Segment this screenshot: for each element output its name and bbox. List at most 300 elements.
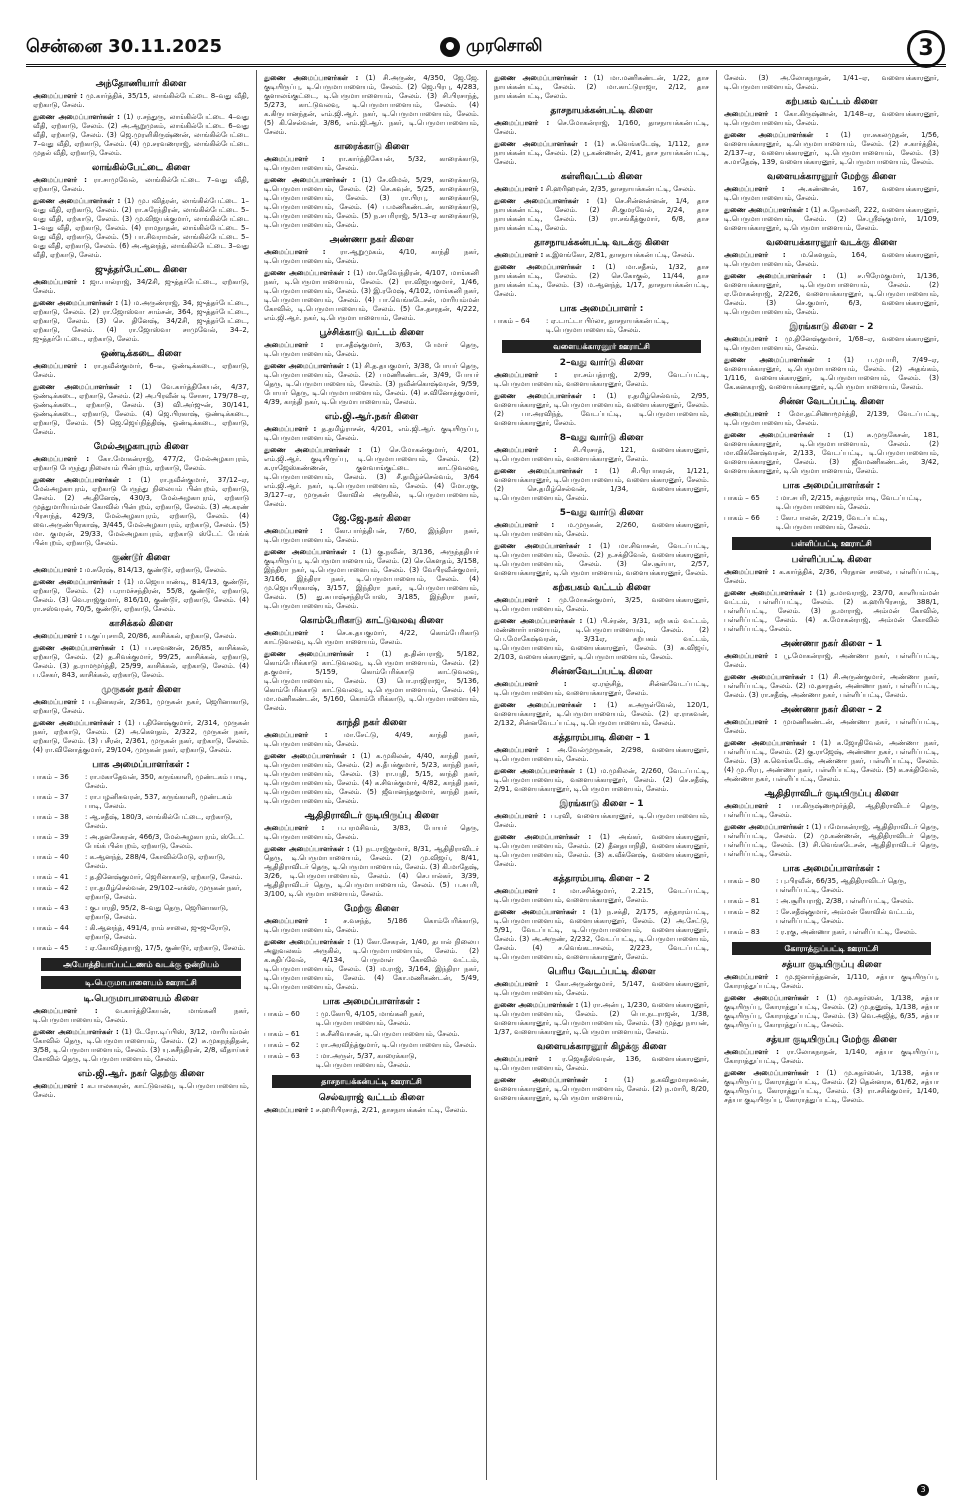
booth-entry <box>33 813 249 831</box>
booth-number: பாகம் – 45 <box>33 944 69 952</box>
booth-organizer: : த.தினேஷ்குமார், ஜெரினாகாடு, ஏற்காடு, சேலம். <box>85 873 243 881</box>
entry-label: துணை அமைப்பாளர்கள் : <box>264 269 351 277</box>
booth-entry <box>494 317 709 335</box>
entry-text: (1) மு.சுதர்ஸன், 1/138, சத்யா குடியிருப்பு, கோராத்துப்பட்டி, சேலம். (2) மு.தனுஷ், 1/138, சத்யா குடியிருப்பு, கோராத்துப்பட்டி, சேலம். (3) வெ.அஜித், 6/35, சத்யா குடியிருப்பு, கோராத்துப்பட்டி, சேலம். <box>724 994 939 1029</box>
entry-text: மு.ஜனார்த்தனன், 1/110, சத்யா குடியிருப்பு, கோராத்துப்பட்டி, சேலம். <box>724 973 940 990</box>
entry-label: அமைப்பாளர் : <box>494 251 544 259</box>
entry-paragraph <box>494 263 709 299</box>
entry-label: துணை அமைப்பாளர்கள் : <box>33 476 132 484</box>
branch-heading: 5–வது வார்டு கிளை <box>559 508 644 518</box>
booth-entry <box>724 877 939 895</box>
entry-paragraph <box>264 731 479 749</box>
entry-paragraph <box>264 650 479 713</box>
entry-text: (1) ரா.சுகலமுதன், 1/56, வளையக்காரனூர், டி.பெருமாபாளையம், சேலம். (2) ச.கார்த்திக், 2/137–ஏ, வளையக்காரனூர், டி.பெருமாபாளையம், சேலம். (3) சு.மாதேஷ், 139, வளையக்காரனூர், டி.பெருமாபாளையம், சேலம். <box>724 131 940 166</box>
branch-heading: தாசநாயக்கன்பட்டி வடக்கு கிளை <box>534 238 669 248</box>
entry-paragraph <box>264 341 479 359</box>
booth-number: பாகம் – 39 <box>33 833 69 841</box>
booth-number: பாகம் – 44 <box>33 924 69 932</box>
booth-organizer: : சே.சதீஷ்குமார், அம்மன் கோவில் வட்டம், பள்ளிப்பட்டி, சேலம். <box>776 908 915 925</box>
entry-label: அமைப்பாளர் : <box>724 802 782 810</box>
booth-organizer: : ர.ரகு, அண்ணா நகர், பள்ளிப்பட்டி, சேலம். <box>776 928 918 936</box>
branch-heading: கற்கபகம் வட்டம் கிளை <box>552 583 651 593</box>
booth-number: பாகம் – 42 <box>33 884 69 892</box>
entry-text: (1) சி.அருண்குமார், அண்ணா நகர், பள்ளிப்பட்டி, சேலம். (2) ம.தசரதன், அண்ணா நகர், பள்ளிப்பட்டி, சேலம். (3) ரா.சதீஷ், அண்ணா நகர், பள்ளிப்பட்டி, சேலம். <box>724 673 939 699</box>
entry-text: ப.தினகரன், 2/361, முருகன் நகர், ஜெரினாகாடு, ஏற்காடு, சேலம். <box>33 698 249 715</box>
booth-organizer: : சு.சீனிவாசன், டி.பெருமாபாளையம், சேலம். <box>316 1030 460 1038</box>
entry-text: ப.பரமசிவம், 3/83, போயர் தெரு, டி.பெருமாபாளையம், சேலம். <box>264 824 479 841</box>
branch-heading: எம்.ஜி.ஆர்.நகர் கிளை <box>324 412 419 422</box>
entry-paragraph <box>33 1082 249 1100</box>
branch-heading: காசிக்கல் கிளை <box>109 619 173 629</box>
entry-label: துணை அமைப்பாளர்கள் : <box>264 650 369 658</box>
booth-organizer: : அ.தனசேகரன், 466/3, மேல்அழகாபுரம், ஸ்டேட் பேங்க் பின்புறம், ஏற்காடு, சேலம். <box>85 833 245 850</box>
entry-text: (1) ர.தமிழ்செல்வம், 2/95, வளையக்காரனூர், டி.பெருமாபாளையம், வளையக்காரனூர், சேலம். (2) பா.அரவிந்த், வேடப்பட்டி, டி.பெருமாபாளையம், வளையக்காரனூர், சேலம். <box>494 392 709 427</box>
booth-organizer: : பு.பிரவீன், 66/35, ஆதிதிராவிடர் தெரு, பள்ளிப்பட்டி, சேலம். <box>776 877 907 894</box>
entry-text: ஏ.ரஞ்சித், சின்னவேடப்பட்டி, டி.பெருமாபாளையம், வளையக்காரனூர், சேலம். <box>494 680 709 697</box>
entry-text: க.கார்த்திக், 2/36, பிரதான சாலை, பள்ளிப்பட்டி, சேலம். <box>724 568 940 585</box>
entry-text: கோ.அருண்குமார், 5/147, வளையக்காரனூர், டி.பெருமாபாளையம், சேலம். <box>494 980 709 997</box>
entry-label: துணை அமைப்பாளர்கள் : <box>33 299 119 307</box>
entry-paragraph <box>264 824 479 842</box>
entry-label: அமைப்பாளர் : <box>724 652 778 660</box>
branch-heading: அந்தோணியார் கிளை <box>95 79 187 89</box>
entry-paragraph <box>724 652 939 670</box>
section-subheading: பாக அமைப்பாளர்கள் : <box>92 760 190 770</box>
booth-entry <box>724 514 939 532</box>
booth-organizer: : ரா.பழனிசுவரன், 537, கருங்காளி, முண்டகம் பாடி, சேலம். <box>85 793 233 810</box>
section-subheading: பாக அமைப்பாளர்கள் : <box>782 481 881 491</box>
entry-paragraph <box>264 845 479 899</box>
branch-heading: குண்டூர் கிளை <box>111 553 171 563</box>
entry-paragraph <box>33 176 249 194</box>
entry-paragraph <box>494 542 709 578</box>
entry-label: துணை அமைப்பாளர்கள் : <box>494 467 598 475</box>
branch-heading: ஆதிதிராவிடர் குடியிருப்பு கிளை <box>764 789 899 799</box>
entry-label: அமைப்பாளர் : <box>494 446 557 454</box>
entry-label: அமைப்பாளர் : <box>724 251 786 259</box>
section-banner: டி.பெருமாபாளையம் ஊராட்சி <box>41 976 241 989</box>
entry-paragraph <box>494 833 709 869</box>
entry-label: அமைப்பாளர் : <box>494 119 550 127</box>
entry-paragraph <box>33 566 249 575</box>
entry-paragraph <box>724 185 939 203</box>
booth-number: பாகம் – 66 <box>724 514 760 522</box>
entry-text: (1) ர.சந்துரு, லாங்கில்பேட்டை 4–வது வீதி, ஏற்காடு, சேலம். (2) அ.ஆறுமுகம், லாங்கில்பேட்டை 6–வது வீதி, ஏற்காடு, சேலம். (3) ஜெ.முரளிகிருஷ்ணன், லாங்கில்பேட்டை 7–வது வீதி, ஏற்காடு, சேலம். (4) மு.சரவணராஜ், லாங்கில்பேட்டை முதல் வீதி, ஏற்காடு, சேலம். <box>33 113 249 157</box>
entry-text: சேலம். (3) அ.லோகநாதன், 1/41–ஏ, வளையக்காரனூர், டி.பெருமாபாளையம், சேலம். <box>724 74 939 91</box>
booth-entry <box>33 773 249 791</box>
booth-organizer: : ரா.மகாதேவன், 350, கருங்காளி, முண்டகம் பாடி, சேலம். <box>85 773 247 790</box>
entry-text: வ.கார்த்திகேயன், மாங்கனி நகர், டி.பெருமாபாளையம், சேலம். <box>33 1007 249 1024</box>
entry-paragraph <box>494 908 709 962</box>
booth-entry <box>264 1010 479 1028</box>
entry-text: மு.மோகன்குமார், 3/25, வளையக்காரனூர், டி.பெருமாபாளையம், சேலம். <box>494 596 709 613</box>
entry-label: துணை அமைப்பாளர்கள் : <box>494 767 583 775</box>
booth-number: பாகம் – 60 <box>264 1010 300 1018</box>
entry-text: (1) கு.நவீன், 3/136, அருந்ததியர் குடியிருப்பு, டி.பெருமாபாளையம், சேலம். (2) செ.கௌதம், 3/158, இந்திரா நகர், டி.பெருமாபாளையம், சேலம். (3) வேபிரவீன்குமார், 3/166, இந்திரா நகர், டி.பெருமாபாளையம், சேலம். (4) மு.ஜெயபிரகாஷ், 3/157, இந்திரா நகர், டி.பெருமாபாளையம், சேலம். (5) து.சுபாஷ்சந்திரபோஸ், 3/185, இந்திரா நகர், டி.பெருமாபாளையம், சேலம். <box>264 548 480 610</box>
branch-heading: சத்யா குடியிருப்பு கிளை <box>781 960 882 970</box>
booth-organizer: : க.ஆனந்த், 288/4, கோவில்மேடு, ஏற்காடு, சேலம். <box>85 853 226 870</box>
entry-text: ம.சுரேஷ், 814/13, குண்டூர், ஏற்காடு, சேலம். <box>84 566 228 574</box>
branch-heading: தாசநாயக்கன்பட்டி கிளை <box>550 106 653 116</box>
entry-label: அமைப்பாளர் : <box>494 1055 552 1063</box>
entry-paragraph <box>264 1106 479 1115</box>
entry-text: செ.சு.தயகுமார், 4/22, கொம்பேரிகாடு காட்டுவலவு, டி.பெருமாபாளையம், சேலம். <box>264 629 479 646</box>
booth-number: பாகம் – 43 <box>33 904 69 912</box>
entry-paragraph <box>33 362 249 380</box>
entry-label: துணை அமைப்பாளர்கள் : <box>33 1028 119 1036</box>
entry-paragraph <box>33 476 249 548</box>
entry-text: (1) த.கவிதுமாரசுவன், வளையக்காரனூர், டி.பெருமாபாளையம், சேலம். (2) ந.மாரி, 8/20, வளையக்காரனூர், டி.பெருமாபாளையம், <box>494 1076 710 1102</box>
entry-paragraph <box>724 823 939 859</box>
entry-label: அமைப்பாளர் : <box>33 455 90 463</box>
branch-heading: முருகன் நகர் கிளை <box>101 685 181 695</box>
booth-number: பாகம் – 63 <box>264 1052 300 1060</box>
entry-text: ப.ரவி, வளையக்காரனூர், டி.பெருமாபாளையம், சேலம். <box>494 812 709 829</box>
entry-label: துணை அமைப்பாளர்கள் : <box>264 938 351 946</box>
branch-heading: அண்ணா நகர் கிளை – 1 <box>780 639 883 649</box>
entry-paragraph <box>724 110 939 128</box>
entry-paragraph <box>494 521 709 539</box>
entry-text: ரா.லோகநாதன், 1/140, சத்யா குடியிருப்பு, கோராத்துப்பட்டி, சேலம். <box>724 1048 939 1065</box>
entry-label: அமைப்பாளர் : <box>33 176 87 184</box>
entry-text: (1) ம.ஜெயபாண்டி, 814/13, குண்டூர், ஏற்காடு, சேலம். (2) ப.ராமச்சந்திரன், 55/8, குண்டூர், ஏற்காடு, சேலம். (3) வெ.ராஜ்குமார், 816/10, குண்டூர், ஏற்காடு, சேலம். (4) ரா.சஸ்வரன், 70/5, குண்டூர், ஏற்காடு, சேலம். <box>33 578 250 613</box>
entry-text: க.பாலசுகரன், காட்டுவலவு, டி.பெருமாபாளையம், சேலம். <box>33 1082 249 1099</box>
booth-entry <box>33 884 249 902</box>
branch-heading: சின்னவேடப்பட்டி கிளை <box>550 667 653 677</box>
entry-text: (1) வே.கார்த்திகேயன், 4/37, ஒண்டிக்கடை, ஏற்காடு, சேலம். (2) அ.பிரவீன் டி சோசா, 179/78–ஏ, ஒண்டிக்கடை, ஏற்காடு, சேலம். (3) வி.அர்ஜுன், 30/141, ஒண்டிக்கடை, ஏற்காடு, சேலம். (4) ஜெ.பிரகாஷ், ஒண்டிக்கடை, ஏற்காடு, சேலம். (5) ஜெ.ஜெய்நித்திஷ், ஒண்டிக்கடை, ஏற்காடு, சேலம். <box>33 383 250 436</box>
entry-paragraph <box>724 356 939 392</box>
booth-number: பாகம் – 81 <box>724 897 760 905</box>
entry-paragraph <box>494 185 709 194</box>
entry-label: அமைப்பாளர் : <box>494 521 555 529</box>
entry-label: துணை அமைப்பாளர்கள் : <box>494 1001 579 1009</box>
entry-paragraph <box>264 362 479 407</box>
branch-heading: ஆதிதிராவிடர் குடியிருப்பு கிளை <box>304 811 439 821</box>
entry-paragraph <box>494 767 709 794</box>
branch-heading: 8–வது வார்டு கிளை <box>559 433 644 443</box>
entry-paragraph <box>724 718 939 736</box>
entry-label: துணை அமைப்பாளர்கள் : <box>264 176 356 184</box>
entry-text: கோ.மோகன்ராஜ், 477/2, மேல்அழகாபுரம், ஏற்காடு பேருந்து நிலையம் பின்புறம், ஏற்காடு, சேலம். <box>33 455 249 472</box>
branch-heading: மேற்கு கிளை <box>344 904 399 914</box>
entry-text: ம.முருகன், 2/260, வளையக்காரனூர், டி.பெருமாபாளையம், சேலம். <box>494 521 709 538</box>
branch-heading: இரங்காடு கிளை – 1 <box>559 799 644 809</box>
column-1 <box>26 70 256 1480</box>
entry-label: அமைப்பாளர் : <box>264 917 328 925</box>
booth-number: பாகம் – 82 <box>724 908 760 916</box>
booth-number: பாகம் – 83 <box>724 928 760 936</box>
entry-text: (1) ந.சக்தி, 2/175, சுந்தாரம்பட்டி, டி.பெருமாபாளையம், வளையக்காரனூர், சேலம். (2) அ.சேட்டு, 5/91, வேடப்பட்டி, டி.பெருமாபாளையம், வளையக்காரனூர், சேலம். (3) அ.அருண், 2/232, வேடப்பட்டி, டி.பெருமாபாளையம், சேலம். (4) ச.வெங்கடாசலம், 2/223, வேடப்பட்டி, டி.பெருமாபாளையம், வளையக்காரனூர், சேலம். <box>494 908 710 961</box>
entry-text: (1) சி.த.தயகுமார், 3/38, போயர் தெரு, டி.பெருமாபாளையம், சேலம். (2) பமணிகண்டன், 3/49, போயர் தெரு, டி.பெருமாபாளையம், சேலம். (3) நவீன்கொஷ்வரன், 9/59, போயர் தெரு, டி.பெருமாபாளையம், சேலம். (4) ச.வினோத்குமார், 4/39, காந்தி நகர், டி.பெருமாபாளையம், சேலம். <box>264 362 479 406</box>
branch-heading: இரங்காடு கிளை – 2 <box>789 322 874 332</box>
masthead-rule <box>26 64 946 67</box>
entry-label: துணை அமைப்பாளர்கள் : <box>724 272 826 280</box>
entry-paragraph <box>33 578 249 614</box>
entry-paragraph <box>494 446 709 464</box>
entry-text: மா.சேட்டு, 4/49, காந்தி நகர், டி.பெருமாபாளையம், சேலம். <box>264 731 479 748</box>
entry-paragraph <box>724 568 939 586</box>
entry-paragraph <box>724 1069 939 1105</box>
entry-label: அமைப்பாளர் : <box>724 1048 779 1056</box>
entry-paragraph <box>724 272 939 317</box>
branch-heading: செல்வராஜ் வட்டம் கிளை <box>318 1093 425 1103</box>
entry-text: முமணிகண்டன், அண்ணா நகர், பள்ளிப்பட்டி, சேலம். <box>724 718 939 735</box>
entry-text: (1) சே.விமல், 5/29, காரைக்காடு, டி.பெருமாபாளையம், சேலம். (2) செ.கவுன், 5/25, காரைக்காடு, டி.பெருமாபாளையம், சேலம். (3) ரா.பிரபு, காரைக்காடு, டி.பெருமாபாளையம், சேலம். (4) ப.மணிகண்டன், காரைக்காடு, டி.பெருமாபாளையம், சேலம். (5) ந.சபரிராஜ், 5/13–ஏ காரைக்காடு, டி.பெருமாபாளையம், சேலம். <box>264 176 480 229</box>
entry-text: ஜா.பால்ராஜ், 34/2சி, ஜுத்தர்பேட்டை, ஏற்காடு, சேலம். <box>33 278 249 295</box>
entry-label: துணை அமைப்பாளர்கள் : <box>724 994 819 1002</box>
entry-paragraph <box>724 206 939 233</box>
entry-label: துணை அமைப்பாளர்கள் : <box>33 113 120 121</box>
entry-text: (1) சு.முருகேசன், 181, வளையக்காரனூர், டி.பெருமாபாளையம், சேலம். (2) மா.விக்னேஷ்வரன், 2/133, வேடப்பட்டி, டி.பெருமாபாளையம், வளையக்காரனூர், சேலம். (3) ஜீவமணிகண்டன், 3/42, வளையக்காரனூர், டி.பெருமாபாளையம், சேலம். <box>724 431 939 475</box>
entry-text: (1) ச.பிரேமகுமார், 1/136, வளையக்காரனூர், டி.பெருமாபாளையம், சேலம். (2) ஏ.மோகன்ராஜ், 2/226, வளையக்காரனூர், டி.பெருமாபாளையம், சேலம். (3) செ.குமார், 6/3, வளையக்காரனூர், டி.பெருமாபாளையம், சேலம். <box>724 272 939 316</box>
booth-organizer: : கோ.பாலன், 2/219, வேடப்பட்டி, டி.பெருமாபாளையம், சேலம். <box>776 514 888 531</box>
entry-paragraph <box>724 673 939 700</box>
entry-label: அமைப்பாளர் : <box>494 812 546 820</box>
entry-label: அமைப்பாளர் : <box>264 527 323 535</box>
booth-number: பாகம் – 65 <box>724 494 760 502</box>
entry-label: துணை அமைப்பாளர்கள் : <box>264 845 350 853</box>
branch-heading: ஜுத்தர்பேட்டை கிளை <box>95 265 187 275</box>
entry-text: செ.மோகன்ராஜ், 1/160, தாசநாயக்கன்பட்டி, சேலம். <box>494 119 710 136</box>
section-subheading: பாக அமைப்பாளர்கள் : <box>782 864 881 874</box>
entry-text: த.தமிழ்ராசன், 4/201, எம்.ஜி.ஆர். குடியிருப்பு, டி.பெருமாபாளையம், சேலம். <box>264 425 479 442</box>
entry-text: சி.பிரசாத், 121, வளையக்காரனூர், டி.பெருமாபாளையம், வளையக்காரனூர், சேலம். <box>494 446 709 463</box>
column-3 <box>486 70 716 1480</box>
booth-number: பாகம் – 62 <box>264 1041 300 1049</box>
entry-text: (1) த.மாவராஜ், 23/70, காளியம்மன் வட்டம், பள்ளிப்பட்டி, சேலம். (2) க.ஹரிபிரசாத், 388/1, பள்ளிப்பட்டி, சேலம். (3) த.மாராஜ், அம்மன் கோவில், பள்ளிப்பட்டி, சேலம். (4) க.மோகன்ராஜ், அம்மன் கோவில் பள்ளிப்பட்டி, சேலம். <box>724 589 939 633</box>
branch-heading: வளையக்காரனூர் கிழக்கு கிளை <box>536 1042 667 1052</box>
entry-label: அமைப்பாளர் : <box>494 371 558 379</box>
branch-heading: சத்யா குடியிருப்பு மேற்கு கிளை <box>766 1035 897 1045</box>
branch-heading: அண்ணா நகர் கிளை – 2 <box>780 705 883 715</box>
entry-paragraph <box>494 887 709 905</box>
entry-text: (1) சு.வெங்கடேஷ், 1/112, தாச நாயக்கன்பட்டி, சேலம். (2) பூ.கண்ணன், 2/41, தாச நாயக்கன்பட்டி, சேலம். <box>494 140 709 166</box>
entry-label: துணை அமைப்பாளர்கள் : <box>724 206 809 214</box>
booth-organizer: : அ.சூரியராஜ், 2/38, பள்ளிப்பட்டி, சேலம். <box>776 897 914 905</box>
entry-text: ரா.சம்பத்ராஜ், 2/99, வேடப்பட்டி, டி.பெருமாபாளையம், வளையக்காரனூர், சேலம். <box>494 371 709 388</box>
booth-organizer: : கி.ஆனந்த், 491/4, ராம் சாலை, ஜுஜுரோடு, ஏற்காடு, சேலம். <box>85 924 231 941</box>
entry-text: (1) பமோகன்ராஜ், ஆதிதிராவிடர் தெரு, பள்ளிப்பட்டி, சேலம். (2) மு.கண்ணன், ஆதிதிராவிடர் தெரு, பள்ளிப்பட்டி, சேலம். (3) சி.வெங்கடேசன், ஆதிதிராவிடர் தெரு, பள்ளிப்பட்டி, சேலம். <box>724 823 939 858</box>
entry-label: துணை அமைப்பாளர்கள் : <box>264 362 350 370</box>
entry-label: அமைப்பாளர் : <box>33 566 83 574</box>
entry-label: துணை அமைப்பாளர்கள் : <box>494 1076 608 1084</box>
entry-text: (1) மா.சதீசம், 1/32, தாச நாயக்கன்பட்டி, சேலம். (2) செ.கோகுல், 11/44, தாச நாயக்கன்பட்டி, சேலம். (3) ம.ஆனந்த், 1/17, தாசநாயக்கன்பட்டி, சேலம். <box>494 263 709 298</box>
entry-label: அமைப்பாளர் : <box>494 746 550 754</box>
booth-organizer: : ரா.அரவிந்த்குமார், டி.பெருமாபாளையம், சேலம். <box>316 1041 477 1049</box>
entry-label: துணை அமைப்பாளர்கள் : <box>724 739 816 747</box>
entry-paragraph <box>494 251 709 260</box>
entry-paragraph <box>494 1076 709 1103</box>
entry-label: அமைப்பாளர் : <box>264 248 326 256</box>
entry-label: அமைப்பாளர் : <box>264 425 317 433</box>
entry-paragraph <box>264 155 479 173</box>
booth-entry <box>33 853 249 871</box>
entry-label: துணை அமைப்பாளர்கள் : <box>264 548 356 556</box>
entry-label: துணை அமைப்பாளர்கள் : <box>33 719 121 727</box>
entry-paragraph <box>33 1007 249 1025</box>
entry-text: ரா.சதீஷ்குமார், 3/63, பேமார் தெரு, டி.பெருமாபாளையம், சேலம். <box>264 341 479 358</box>
entry-paragraph <box>494 617 709 662</box>
entry-paragraph <box>494 746 709 764</box>
booth-organizer: : கு.பாரதி, 95/2, 8–வது தெரு, ஜெரினாகாடு, ஏற்காடு, சேலம். <box>85 904 229 921</box>
entry-paragraph <box>264 752 479 806</box>
entry-paragraph <box>264 176 479 230</box>
branch-heading: கத்தாரம்பாடி கிளை – 2 <box>553 874 650 884</box>
entry-text: ர.ஜெகதீஸ்வரன், 136, வளையக்காரனூர், டி.பெருமாபாளையம், சேலம். <box>494 1055 710 1072</box>
entry-paragraph <box>494 980 709 998</box>
entry-label: அமைப்பாளர் : <box>494 185 544 193</box>
entry-label: துணை அமைப்பாளர்கள் : <box>494 263 595 271</box>
page-number-badge: 3 <box>907 30 945 68</box>
entry-label: துணை அமைப்பாளர்கள் : <box>494 140 588 148</box>
booth-entry <box>724 908 939 926</box>
section-banner: அயோத்தியாப்பட்டணம் வடக்கு ஒன்றியம் <box>41 958 241 971</box>
entry-label: அமைப்பாளர் : <box>724 410 781 418</box>
entry-label: அமைப்பாளர் : <box>33 278 85 286</box>
booth-entry <box>724 494 939 512</box>
entry-label: அமைப்பாளர் : <box>33 632 83 640</box>
entry-text: (1) சி.பிரபாகரன், 1/121, வளையக்காரனூர், டி.பெருமாபாளையம், வளையக்காரனூர், சேலம். (2) செ.தமிழ்செல்வன், 1/34, வளையக்காரனூர், டி.பெருமாபாளையம், சேலம். <box>494 467 709 502</box>
entry-text: (1) செ.சின்னன்னன், 1/4, தாச நாயக்கன்பட்டி, சேலம். (2) சி.குமரவேல், 2/24, தாச நாயக்கன்பட்டி, சேலம். (3) ரா.சங்கீத்குமார், 6/8, தாச நாயக்கன்பட்டி, சேலம். <box>494 197 709 232</box>
article-columns <box>26 70 946 1480</box>
entry-text: அ.கண்ணன், 167, வளையக்காரனூர், டி.பெருமாபாளையம், சேலம். <box>724 185 939 202</box>
entry-paragraph <box>724 335 939 353</box>
entry-label: அமைப்பாளர் : <box>33 362 87 370</box>
branch-heading: டி.பெருமாபாளையம் கிளை <box>83 994 199 1004</box>
entry-label: அமைப்பாளர் : <box>33 92 83 100</box>
entry-paragraph <box>494 74 709 101</box>
entry-label: துணை அமைப்பாளர்கள் : <box>494 833 592 841</box>
entry-text: (1) அங்கர், வளையக்காரனூர், டி.பெருமாபாளையம், சேலம். (2) தீனதயாநிதி, வளையக்காரனூர், டி.பெருமாபாளையம், சேலம். (3) க.வீக்னேஷ், வளையக்காரனூர், சேலம். <box>494 833 709 868</box>
entry-text: (1) ம.முகிலன், 2/260, வேடப்பட்டி, டி.பெருமாபாளையம், வளையக்காரனூர், சேலம். (2) செ.சதீஷ், 2/91, வளையக்காரனூர், டி.பெருமாபாளையம், சேலம். <box>494 767 709 793</box>
entry-label: துணை அமைப்பாளர்கள் : <box>494 617 583 625</box>
branch-heading: பள்ளிப்பட்டி கிளை <box>791 555 872 565</box>
entry-text: கோ.கிருஷ்ணன், 1/148–ஏ, வளையக்காரனூர், டி.பெருமாபாளையம், சேலம். <box>724 110 939 127</box>
entry-paragraph <box>724 994 939 1030</box>
booth-entry <box>33 873 249 882</box>
branch-heading: கத்தாரம்பாடி கிளை – 1 <box>553 733 650 743</box>
booth-number: பாகம் – 37 <box>33 793 69 801</box>
entry-text: (1) மா.சிவாசன், வேடப்பட்டி, டி.பெருமாபாளையம், சேலம். (2) ந.சக்திவேல், வளையக்காரனூர், டி.பெருமாபாளையம், சேலம். (3) செ.சூர்யா, 2/57, வளையக்காரனூர், டி.பெருமாபாளையம், வளையக்காரனூர், சேலம். <box>494 542 709 577</box>
entry-label: அமைப்பாளர் : <box>264 731 328 739</box>
booth-organizer: : மா.சபரி, 2/215, சுத்தாரம்பாடி, வேடப்பட்டி, டி.பெருமாபாளையம், சேலம். <box>776 494 922 511</box>
entry-label: துணை அமைப்பாளர்கள் : <box>724 356 831 364</box>
masthead <box>0 0 972 61</box>
entry-paragraph <box>724 251 939 269</box>
booth-entry <box>724 928 939 937</box>
entry-paragraph <box>264 527 479 545</box>
entry-text: (1) ப.முபாரி, 7/49–ஏ, வளையக்காரனூர், டி.பெருமாபாளையம், சேலம். (2) அதங்கம், 1/116, வளையக்காரனூர், டி.பெருமாபாளையம், சேலம். (3) கே.கனகராஜ், வளையக்காரனூர், டி.பெருமாபாளையம், சேலம். <box>724 356 939 391</box>
entry-text: (1) சு.நேசமணி, 222, வளையக்காரனூர், டி.பெருமாபாளையம், சேலம். (2) செ.ஸ்ரீஷ்குமார், 1/109, வளையக்காரனூர், டி.பெருமாபாளையம், சேலம். <box>724 206 940 232</box>
entry-paragraph <box>33 92 249 110</box>
entry-paragraph <box>33 644 249 680</box>
entry-label: அமைப்பாளர் : <box>264 341 324 349</box>
entry-label: அமைப்பாளர் : <box>33 698 85 706</box>
entry-label: துணை அமைப்பாளர்கள் : <box>494 392 596 400</box>
branch-heading: கொம்பேரிகாடு காட்டுவலவு கிளை <box>299 616 444 626</box>
entry-label: அமைப்பாளர் : <box>724 335 778 343</box>
entry-label: அமைப்பாளர் : <box>264 629 324 637</box>
branch-heading: எம்.ஜி.ஆர். நகர் தெற்கு கிளை <box>77 1069 205 1079</box>
entry-paragraph <box>33 299 249 344</box>
entry-text: (1) பி.ச்ரண், 3/31, கற்பகம் வட்டம், மண்ணார்பாளையம், டி.பெருமாபாளையம், சேலம். (2) பெ.மோகேஷ்வரன், 3/31ஏ, கற்பகம் வட்டம், டி.பெருமாபாளையம், வளையக்காரனூர், சேலம். (3) சு.விஜய், 2/103, வளையக்காரனூர், டி.பெருமாபாளையம், சேலம். <box>494 617 709 661</box>
branch-heading: லாங்கில்பேட்டை கிளை <box>92 163 190 173</box>
entry-text: (1) மா.மணிகண்டன், 1/22, தாச நாயக்கன்பட்டி, சேலம். (2) மா.காட்டுராஜா, 2/12, தாச நாயக்கன்பட்டி, சேலம். <box>494 74 710 100</box>
branch-heading: வளையக்காரனூர் வடக்கு கிளை <box>766 238 897 248</box>
entry-paragraph <box>724 739 939 784</box>
entry-text: (1) கோ.சேகரன், 1/40, தபால் நிலைய அலுவலகம் அருகில், டி.பெருமாபாளையம், சேலம். (2) க.சுதிப்வேல், 4/134, பெருமாள் கோவில் வட்டம், டி.பெருமாபாளையம், சேலம். (3) ம.ராஜ், 3/164, இந்திரா நகர், டி.பெருமாபாளையம், சேலம். (4) கோ.மணிகண்டன், 5/49, டி.பெருமாபாளையம், சேலம். <box>264 938 480 991</box>
entry-paragraph <box>494 812 709 830</box>
entry-paragraph <box>724 74 939 92</box>
booth-number: பாகம் – 40 <box>33 853 69 861</box>
paper-name: முரசொலி <box>466 36 543 56</box>
entry-label: துணை அமைப்பாளர்கள் : <box>33 644 124 652</box>
entry-paragraph <box>33 719 249 755</box>
entry-paragraph <box>33 1028 249 1064</box>
entry-text: (1) ம.அருண்ராஜ், 34, ஜுத்தர்பேட்டை, ஏற்காடு, சேலம். (2) ரா.ஜோஸ்வா சாம்சன், 364, ஜுத்தர்பேட்டை, ஏற்காடு, சேலம். (3) செ. தினேஷ், 34/2சி, ஜுத்தர்பேட்டை, ஏற்காடு, சேலம். (4) ரா.ஜோஸ்வா சாமுவேல், 34–2, ஜுத்தர்பேட்டை, ஏற்காடு, சேலம். <box>33 299 249 343</box>
branch-heading: வளையக்காரனூர் மேற்கு கிளை <box>767 172 896 182</box>
entry-text: ம.கௌதம், 164, வளையக்காரனூர், டி.பெருமாபாளையம், சேலம். <box>724 251 940 268</box>
entry-text: (1) க.அருள்வேல், 120/1, வளையக்காரனூர், டி.பெருமாபாளையம், சேலம். (2) ஏ.ராகவன், 2/132, சின்னவேடப்பட்டி, டி.பெருமாபாளையம், சேலம். <box>494 701 709 727</box>
branch-heading: கற்பகம் வட்டம் கிளை <box>785 97 878 107</box>
entry-paragraph <box>33 632 249 641</box>
entry-label: அமைப்பாளர் : <box>33 1082 84 1090</box>
entry-text: சி.ஹரிஹரன், 2/35, தாசநாயக்கன்பட்டி, சேலம். <box>545 185 696 193</box>
entry-label: துணை அமைப்பாளர்கள் : <box>264 74 359 82</box>
entry-text: ச.வசந்த், 5/186 கொம்பேரிக்காடு, டி.பெருமாபாளையம், சேலம். <box>264 917 479 934</box>
section-banner: கோராத்துப்பட்டி ஊராட்சி <box>732 942 931 955</box>
booth-organizer: : மு.கோபி, 4/105, மாங்கனி நகர், டி.பெருமாபாளையம், சேலம். <box>316 1010 425 1027</box>
entry-paragraph <box>494 680 709 698</box>
entry-label: அமைப்பாளர் : <box>494 980 549 988</box>
entry-paragraph <box>494 467 709 503</box>
entry-text: ரா.ஆறுமுகம், 4/10, காந்தி நகர், டி.பெருமாபாளையம், சேலம். <box>264 248 479 265</box>
booth-entry <box>724 897 939 906</box>
entry-label: துணை அமைப்பாளர்கள் : <box>494 701 597 709</box>
section-subheading: பாக அமைப்பாளர் : <box>559 304 644 314</box>
booth-organizer: : ரா.தமிழ்செல்வன், 29/102–எக்ஸ், முருகன் நகர், ஏற்காடு, சேலம். <box>85 884 242 901</box>
entry-label: துணை அமைப்பாளர்கள் : <box>264 446 362 454</box>
entry-text: ரா.நவீன்குமார், 6–டீ, ஒண்டிக்கடை, ஏற்காடு, சேலம். <box>33 362 250 379</box>
entry-paragraph <box>724 410 939 428</box>
entry-paragraph <box>724 1048 939 1066</box>
entry-paragraph <box>264 629 479 647</box>
section-subheading: பாக அமைப்பாளர்கள் : <box>322 997 421 1007</box>
booth-entry <box>33 833 249 851</box>
entry-paragraph <box>33 197 249 260</box>
entry-label: துணை அமைப்பாளர்கள் : <box>724 589 813 597</box>
branch-heading: 2–வது வார்டு கிளை <box>559 358 644 368</box>
entry-label: அமைப்பாளர் : <box>494 680 567 688</box>
entry-label: அமைப்பாளர் : <box>33 1007 98 1015</box>
entry-text: ரா.கார்த்திகேயன், 5/32, காரைக்காடு, டி.பெருமாபாளையம், சேலம். <box>264 155 479 172</box>
section-banner: தாசநாயக்கன்பட்டி ஊராட்சி <box>272 1075 471 1088</box>
footer-page-number: 3 <box>917 1484 929 1496</box>
entry-text: (1) செ.மோகன்குமார், 4/201, எம்.ஜி.ஆர். குடியிருப்பு, டி.பெருமாபாளையம், சேலம். (2) க.ராஜேஸ்கண்ணன், குளவாங்குட்டை காட்டுவலவு, டி.பெருமாபாளையம், சேலம். (3) சீ.தமிழ்ச்செல்வம், 3/64 எம்.ஜி.ஆர். நகர், டி.பெருமாபாளையம், சேலம். (4) மோ.ரகு, 3/127–ஏ, முருகன் கோவில் அருகில், டி.பெருமாபாளையம், சேலம். <box>264 446 480 508</box>
entry-label: துணை அமைப்பாளர்கள் : <box>724 431 831 439</box>
booth-number: பாகம் – 61 <box>264 1030 300 1038</box>
branch-heading: காந்தி நகர் கிளை <box>336 718 407 728</box>
section-banner: வளையக்காரனூர் ஊராட்சி <box>502 340 701 353</box>
entry-text: மு.தினேஷ்குமார், 1/68–ஏ, வளையக்காரனூர், டி.பெருமாபாளையம், சேலம். <box>724 335 939 352</box>
entry-paragraph <box>33 383 249 437</box>
entry-text: (1) மு.சுதர்ஸன், 1/138, சத்யா குடியிருப்பு, கோராத்துப்பட்டி, சேலம். (2) தென்னரசு, 61/62, சத்யா குடியிருப்பு, கோராத்துப்பட்டி, சேலம். (3) ரா.சசிக்குமார், 1/140, சத்யா குடியிருப்பு, கோராத்துப்பட்டி, சேலம். <box>724 1069 939 1104</box>
entry-label: துணை அமைப்பாளர்கள் : <box>33 197 121 205</box>
booth-number: பாகம் – 36 <box>33 773 69 781</box>
entry-text: மு.கார்த்திக், 35/15, லாங்கில்பேட்டை 8–வது வீதி, ஏற்காடு, சேலம். <box>33 92 249 109</box>
entry-label: துணை அமைப்பாளர்கள் : <box>494 197 590 205</box>
entry-paragraph <box>494 371 709 389</box>
